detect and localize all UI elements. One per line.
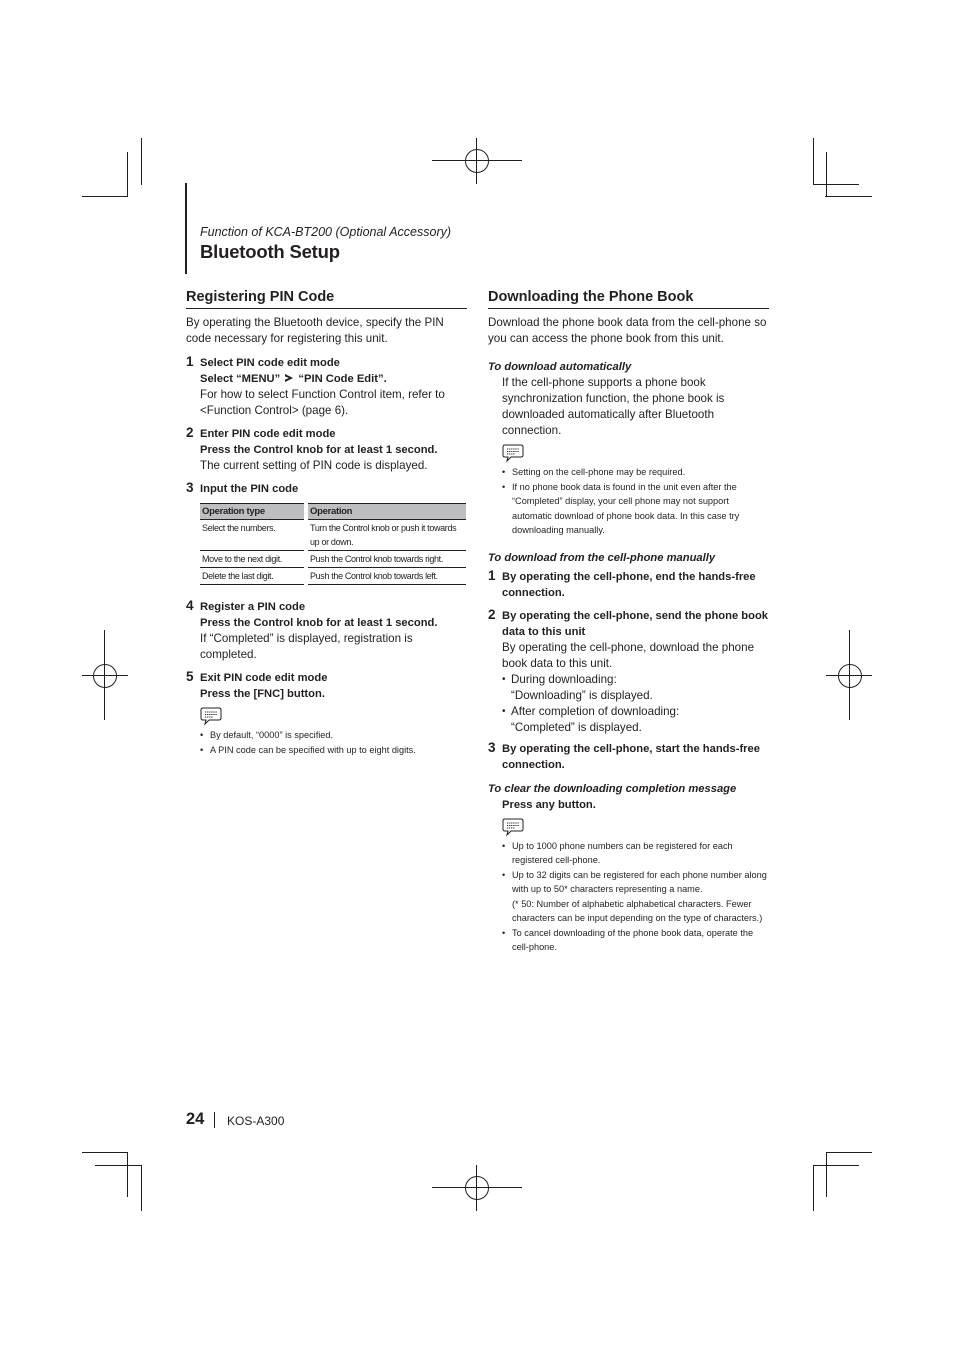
step-title: Exit PIN code edit mode	[200, 672, 328, 684]
clear-message-action: Press any button.	[502, 798, 596, 811]
download-status-list	[502, 672, 769, 736]
list-item	[502, 672, 769, 704]
note-item: • To cancel downloading of the phone book data, operate the cell-phone.	[502, 926, 769, 955]
step-number: 4	[186, 598, 194, 613]
pin-step-2	[186, 426, 467, 474]
step-title: By operating the cell-phone, start the hands-free connection.	[502, 742, 760, 771]
step-instruction	[200, 371, 467, 387]
note-item	[502, 868, 769, 926]
step-body: If “Completed” is displayed, registration is completed.	[200, 632, 413, 661]
step-body: The current setting of PIN code is displayed.	[200, 459, 428, 472]
pin-step-4	[186, 599, 467, 663]
step-title: Input the PIN code	[200, 483, 299, 495]
table-cell: Push the Control knob towards left.	[306, 568, 466, 585]
step-title: By operating the cell-phone, end the hands-free connection.	[502, 570, 756, 599]
step-number: 1	[488, 567, 496, 583]
list-item-line: • During downloading:	[511, 672, 617, 686]
table-cell: Delete the last digit.	[200, 568, 306, 585]
note-text: Up to 32 digits can be registered for each phone number along with up to 50* characters representing a name.	[512, 869, 767, 894]
manual-step-1	[488, 569, 769, 601]
list-item-line: “Completed” is displayed.	[511, 720, 642, 734]
step-instruction: Press the [FNC] button.	[200, 688, 325, 700]
step-instruction: Press the Control knob for at least 1 second.	[200, 617, 438, 629]
page-title: Bluetooth Setup	[200, 241, 340, 262]
list-item-line: • After completion of downloading:	[511, 704, 680, 718]
step-title: Select PIN code edit mode	[200, 357, 340, 369]
note-item: • If no phone book data is found in the unit even after the “Completed” display, your cell phone may not support automatic download of phone book data. In this case try downloading manually.	[502, 480, 769, 538]
step-number: 5	[186, 669, 194, 684]
clear-message-block	[488, 797, 769, 955]
manual-download-heading: To download from the cell-phone manually	[488, 551, 716, 564]
note-icon	[200, 706, 222, 726]
note-item: • By default, “0000” is specified.	[200, 728, 467, 743]
manual-step-3	[488, 741, 769, 773]
footer-separator	[214, 1112, 215, 1128]
registering-pin-heading: Registering PIN Code	[186, 288, 467, 309]
step-number: 2	[186, 425, 194, 440]
operation-table	[200, 503, 466, 585]
phonebook-notes	[502, 839, 769, 955]
table-row	[200, 520, 466, 551]
clear-message-heading: To clear the downloading completion message	[488, 782, 737, 795]
pin-step-5	[186, 670, 467, 726]
step-number: 3	[186, 480, 194, 495]
header-rule	[185, 183, 187, 274]
step-body: For how to select Function Control item, refer to <Function Control> (page 6).	[200, 388, 445, 417]
pin-code-edit-label: “PIN Code Edit”.	[298, 373, 387, 385]
table-cell: Move to the next digit.	[200, 551, 306, 568]
note-icon	[502, 817, 524, 837]
left-column	[186, 288, 467, 757]
note-item: • Setting on the cell-phone may be required.	[502, 465, 769, 480]
arrow-right-icon	[284, 373, 294, 383]
step-title: Enter PIN code edit mode	[200, 428, 336, 440]
step-title: Register a PIN code	[200, 601, 306, 613]
auto-download-block	[488, 375, 769, 538]
list-item	[502, 704, 769, 736]
note-item: • A PIN code can be specified with up to eight digits.	[200, 743, 467, 758]
step-body: By operating the cell-phone, download the phone book data to this unit.	[502, 640, 755, 670]
auto-download-heading: To download automatically	[488, 361, 632, 373]
column-header: Operation type	[200, 504, 306, 520]
step-instruction: Press the Control knob for at least 1 second.	[200, 444, 438, 456]
auto-download-body: If the cell-phone supports a phone book synchronization function, the phone book is downloaded automatically after Bluetooth connection.	[502, 376, 725, 437]
column-header: Operation	[306, 504, 466, 520]
downloading-phonebook-heading: Downloading the Phone Book	[488, 288, 769, 309]
table-header-row	[200, 504, 466, 520]
section-subtitle: Function of KCA-BT200 (Optional Accessory)	[200, 225, 452, 239]
model-name: KOS-A300	[227, 1114, 285, 1128]
table-cell: Select the numbers.	[200, 520, 306, 551]
pin-step-3	[186, 481, 467, 585]
step-number: 3	[488, 739, 496, 755]
manual-step-2	[488, 608, 769, 736]
step-title: By operating the cell-phone, send the phone book data to this unit	[502, 609, 769, 638]
menu-label: Select “MENU”	[200, 373, 281, 385]
note-footnote: (* 50: Number of alphabetic alphabetical characters. Fewer characters can be input depending on the type of characters.)	[512, 898, 763, 923]
page-number: 24	[186, 1110, 205, 1128]
table-row	[200, 551, 466, 568]
note-icon	[502, 443, 524, 463]
auto-download-notes	[502, 465, 769, 538]
pin-notes	[200, 728, 467, 757]
note-item: • Up to 1000 phone numbers can be registered for each registered cell-phone.	[502, 839, 769, 868]
list-item-line: “Downloading” is displayed.	[511, 688, 653, 702]
table-row	[200, 568, 466, 585]
step-number: 2	[488, 606, 496, 622]
pin-step-1	[186, 355, 467, 419]
step-number: 1	[186, 354, 194, 369]
table-cell: Push the Control knob towards right.	[306, 551, 466, 568]
right-column	[488, 288, 769, 955]
downloading-intro: Download the phone book data from the cell-phone so you can access the phone book from this unit.	[488, 316, 767, 345]
registering-pin-intro: By operating the Bluetooth device, specify the PIN code necessary for registering this unit.	[186, 316, 444, 345]
table-cell: Turn the Control knob or push it towards up or down.	[306, 520, 466, 551]
